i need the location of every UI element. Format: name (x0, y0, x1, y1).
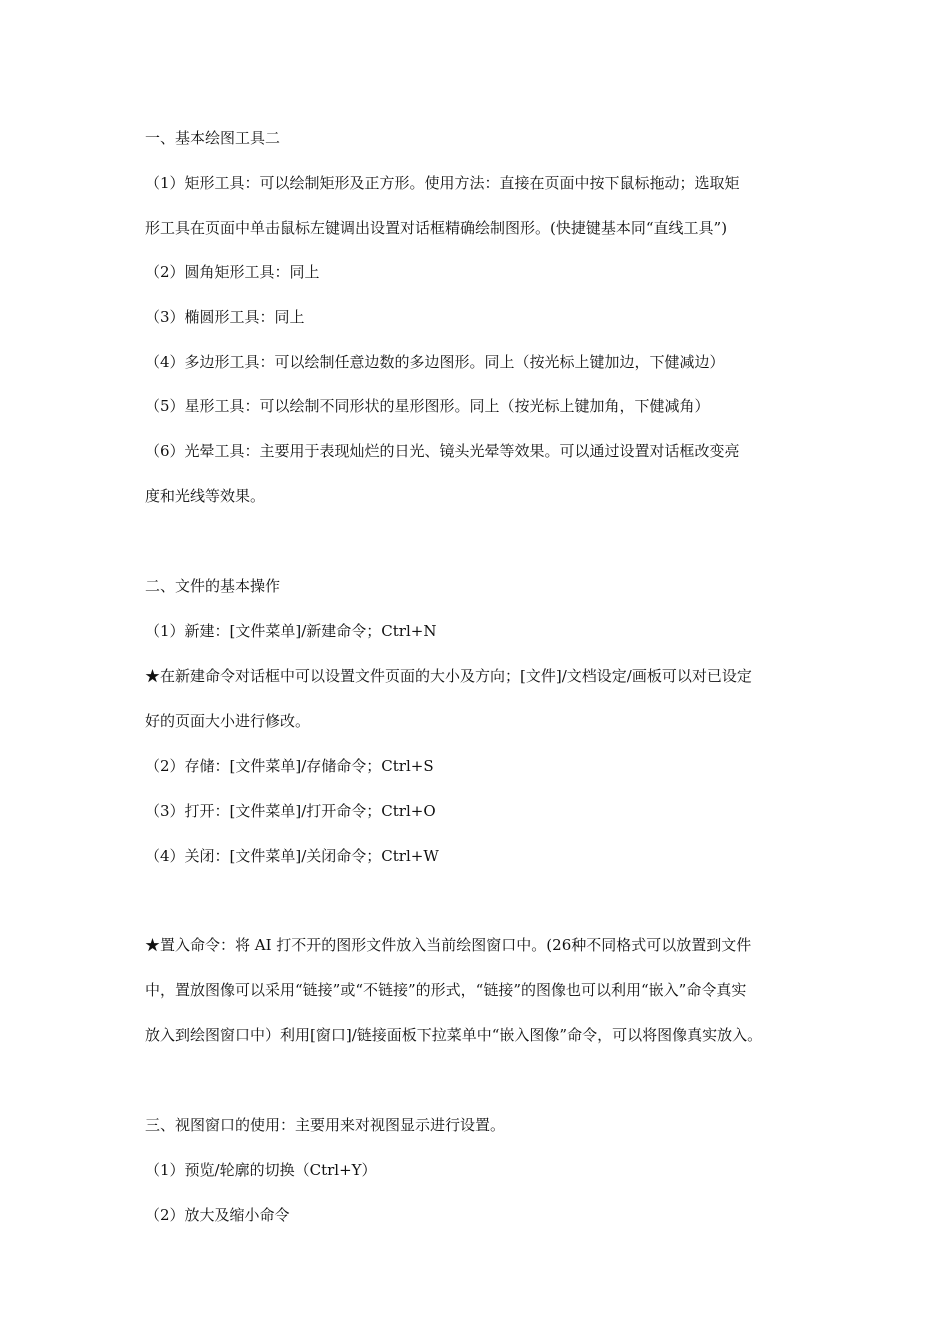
paragraph-zoom-commands: （2）放大及缩小命令 (145, 1206, 290, 1224)
paragraph-rectangle-tool-line-1: （1）矩形工具：可以绘制矩形及正方形。使用方法：直接在页面中按下鼠标拖动；选取矩 (145, 174, 740, 192)
paragraph-place-note-line-3: 放入到绘图窗口中）利用[窗口]/链接面板下拉菜单中“嵌入图像”命令，可以将图像真实放入。 (145, 1026, 763, 1044)
paragraph-star-tool: （5）星形工具：可以绘制不同形状的星形图形。同上（按光标上键加角，下健减角） (145, 397, 710, 415)
section-1-heading: 一、基本绘图工具二 (145, 129, 281, 147)
paragraph-new-note-line-2: 好的页面大小进行修改。 (145, 712, 311, 730)
paragraph-rounded-rectangle-tool: （2）圆角矩形工具：同上 (145, 263, 320, 281)
paragraph-save-file: （2）存储：[文件菜单]/存储命令；Ctrl+S (145, 757, 434, 775)
paragraph-flare-tool-line-1: （6）光晕工具：主要用于表现灿烂的日光、镜头光晕等效果。可以通过设置对话框改变亮 (145, 442, 740, 460)
paragraph-place-note-line-2: 中，置放图像可以采用“链接”或“不链接”的形式，“链接”的图像也可以利用“嵌入”命令真实 (145, 981, 747, 999)
paragraph-place-note-line-1: ★置入命令：将 AI 打不开的图形文件放入当前绘图窗口中。(26种不同格式可以放置到文件 (145, 936, 752, 954)
paragraph-flare-tool-line-2: 度和光线等效果。 (145, 487, 266, 505)
section-3-heading: 三、视图窗口的使用：主要用来对视图显示进行设置。 (145, 1116, 506, 1134)
paragraph-new-note-line-1: ★在新建命令对话框中可以设置文件页面的大小及方向；[文件]/文档设定/画板可以对已设定 (145, 667, 752, 685)
paragraph-polygon-tool: （4）多边形工具：可以绘制任意边数的多边图形。同上（按光标上键加边，下健减边） (145, 353, 725, 371)
section-2-heading: 二、文件的基本操作 (145, 577, 281, 595)
paragraph-ellipse-tool: （3）椭圆形工具：同上 (145, 308, 305, 326)
paragraph-preview-outline-toggle: （1）预览/轮廓的切换（Ctrl+Y） (145, 1161, 377, 1179)
paragraph-rectangle-tool-line-2: 形工具在页面中单击鼠标左键调出设置对话框精确绘制图形。(快捷键基本同“直线工具”) (145, 219, 728, 237)
paragraph-open-file: （3）打开：[文件菜单]/打开命令；Ctrl+O (145, 802, 436, 820)
paragraph-close-file: （4）关闭：[文件菜单]/关闭命令；Ctrl+W (145, 847, 439, 865)
paragraph-new-file: （1）新建：[文件菜单]/新建命令；Ctrl+N (145, 622, 437, 640)
